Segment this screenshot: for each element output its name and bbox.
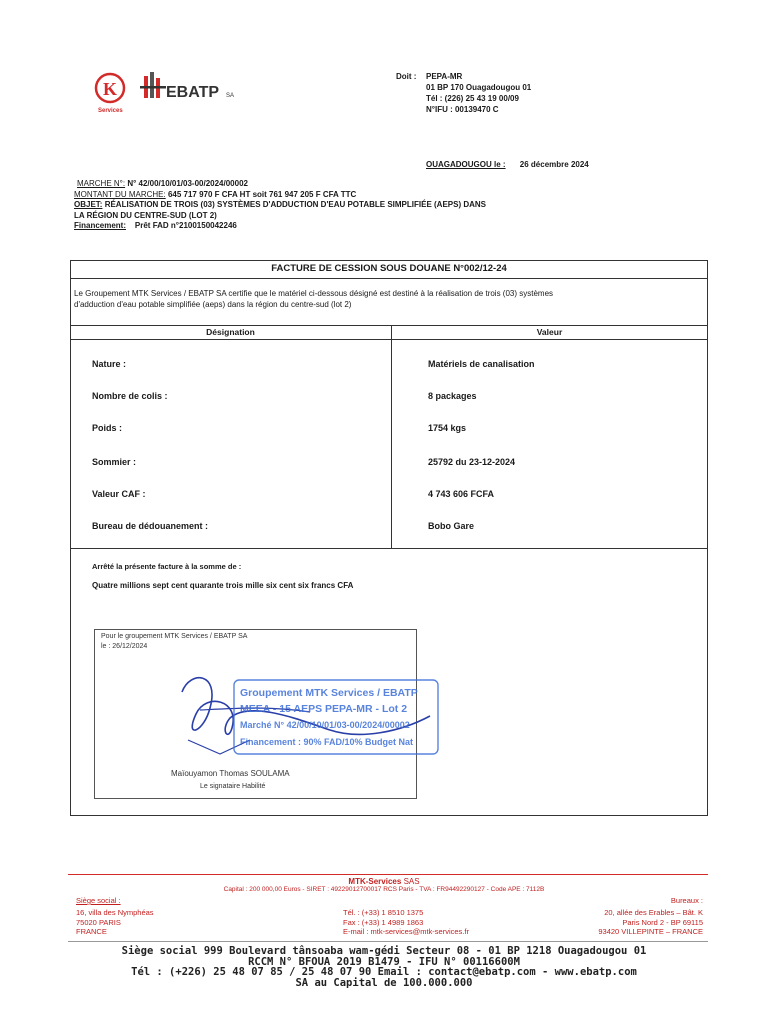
bottom-line: Siège social 999 Boulevard tânsoaba wam-gédi Secteur 08 - 01 BP 1218 Ouagadougou 01 <box>121 945 647 957</box>
montant-value: 645 717 970 F CFA HT soit 761 947 205 F CFA TTC <box>167 189 357 199</box>
column-divider <box>391 340 392 548</box>
amount-in-words: Quatre millions sept cent quarante trois mille six cent six francs CFA <box>92 581 354 590</box>
siege-label: Siège social : <box>76 896 121 905</box>
contact-phone: Tél. : (+33) 1 8510 1375 <box>343 908 424 917</box>
col-header-designation: Désignation <box>70 325 392 340</box>
row-label-poids: Poids : <box>92 423 123 433</box>
bottom-line: SA au Capital de 100.000.000 <box>295 976 473 989</box>
siege-line: 75020 PARIS <box>76 917 121 927</box>
svg-text:EBATP: EBATP <box>166 84 220 101</box>
ebatp-logo <box>138 70 248 110</box>
row-value-sommier: 25792 du 23-12-2024 <box>428 457 516 467</box>
contact-email: E-mail : mtk-services@mtk-services.fr <box>343 927 469 936</box>
bottom-line: Tél : (+226) 25 48 07 85 / 25 48 07 90 Email : contact@ebatp.com - www.ebatp.com <box>131 966 637 978</box>
invoice-intro <box>74 289 694 310</box>
arrete-text: Arrêté la présente facture à la somme de : <box>92 562 242 571</box>
bureaux-line: 93420 VILLEPINTE – FRANCE <box>598 927 703 936</box>
siege-line: FRANCE <box>76 927 107 936</box>
footer-contact <box>343 908 469 937</box>
bureaux-address <box>540 908 703 937</box>
svg-text:SA: SA <box>226 93 235 99</box>
bureaux-line: 20, allée des Erables – Bât. K <box>604 908 703 917</box>
bottom-company-info <box>0 946 768 988</box>
stamp-line: Financement : 90% FAD/10% Budget Nat <box>240 737 414 747</box>
footer-company <box>0 877 768 886</box>
stamp-line: Groupement MTK Services / EBATP <box>240 687 418 699</box>
svg-text:K: K <box>103 79 118 99</box>
stamp-line: MEEA - 15 AEPS PEPA-MR - Lot 2 <box>240 703 408 715</box>
place: OUAGADOUGOU le : <box>426 160 506 169</box>
montant-label: MONTANT DU MARCHE: <box>74 189 166 199</box>
intro-line: d'adduction d'eau potable simplifiée (aeps) dans la région du centre-sud (lot 2) <box>74 299 352 309</box>
footer-legal: Capital : 200 000,00 Euros - SIRET : 49229012700017 RCS Paris - TVA : FR94492290127 - Code APE : 7112B <box>223 886 545 893</box>
invoice-title: FACTURE DE CESSION SOUS DOUANE N°002/12-24 <box>70 260 708 279</box>
dest-line: N°IFU : 00139470 C <box>426 105 499 114</box>
company-stamp <box>180 670 442 760</box>
marche-label: MARCHE N°: <box>77 179 126 188</box>
row-value-poids: 1754 kgs <box>428 423 467 433</box>
date: 26 décembre 2024 <box>519 160 589 169</box>
objet-value: RÉALISATION DE TROIS (03) SYSTÈMES D'ADDUCTION D'EAU POTABLE SIMPLIFIÉE (AEPS) DANS <box>104 200 486 209</box>
marche-value: N° 42/00/10/01/03-00/2024/00002 <box>127 179 248 188</box>
footer-rule <box>68 874 708 875</box>
row-value-nature: Matériels de canalisation <box>428 359 535 369</box>
date-line <box>426 160 589 169</box>
dest-line: 01 BP 170 Ouagadougou 01 <box>426 83 532 92</box>
row-value-bureau: Bobo Gare <box>428 521 475 531</box>
signature-line: Pour le groupement MTK Services / EBATP SA <box>101 633 248 640</box>
company-name: MTK-Services <box>348 877 402 886</box>
signature-header <box>101 632 247 652</box>
intro-line: Le Groupement MTK Services / EBATP SA certifie que le matériel ci-dessous désigné est destiné à la réalisation de trois (03) systèmes <box>74 289 554 298</box>
row-label-valeur-caf: Valeur CAF : <box>92 489 146 499</box>
row-value-colis: 8 packages <box>428 391 477 401</box>
signer-name: Maïouyamon Thomas SOULAMA <box>171 769 290 778</box>
row-divider <box>70 548 708 549</box>
signature-date: le : 26/12/2024 <box>101 643 148 650</box>
stamp-line: Marché N° 42/00/10/01/03-00/2024/00002 <box>240 720 410 730</box>
contact-fax: Fax : (+33) 1 4989 1863 <box>343 917 424 927</box>
siege-line: 16, villa des Nymphéas <box>76 908 154 917</box>
signer-role: Le signataire Habilité <box>200 783 266 790</box>
bureaux-line: Paris Nord 2 - BP 69115 <box>622 917 703 927</box>
bottom-line: RCCM N° BFOUA 2019 B1479 - IFU N° 00116600M <box>248 955 520 968</box>
financement-label: Financement: <box>74 221 127 230</box>
row-label-bureau: Bureau de dédouanement : <box>92 521 209 531</box>
company-suffix: SAS <box>403 877 420 886</box>
bureaux-label: Bureaux : <box>670 896 703 905</box>
row-label-sommier: Sommier : <box>92 457 137 467</box>
dest-line: PEPA-MR <box>426 72 463 81</box>
objet-value-2: LA RÉGION DU CENTRE-SUD (LOT 2) <box>74 210 217 220</box>
mtk-services-logo <box>92 70 132 114</box>
col-header-valeur: Valeur <box>391 325 708 340</box>
bottom-rule <box>68 941 708 942</box>
row-value-valeur-caf: 4 743 606 FCFA <box>428 489 495 499</box>
row-label-colis: Nombre de colis : <box>92 391 168 401</box>
objet-label: OBJET: <box>74 200 103 209</box>
dest-line: Tél : (226) 25 43 19 00/09 <box>426 94 519 103</box>
contract-meta <box>74 179 554 232</box>
siege-address <box>76 908 154 937</box>
dest-label: Doit : <box>396 72 417 81</box>
financement-value: Prêt FAD n°2100150042246 <box>134 221 237 230</box>
svg-text:Services: Services <box>98 108 123 114</box>
row-label-nature: Nature : <box>92 359 127 369</box>
